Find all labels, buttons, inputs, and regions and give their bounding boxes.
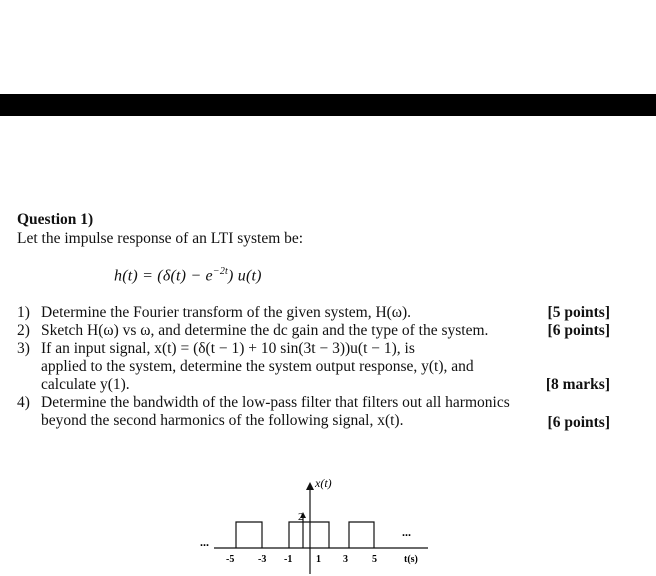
item-number: 3)	[17, 340, 30, 357]
item-number: 1)	[17, 304, 30, 321]
item-line: applied to the system, determine the system output response, y(t), and	[41, 358, 474, 375]
item-points: [6 points]	[547, 414, 610, 431]
pulse-center	[289, 522, 329, 548]
item-line: Sketch H(ω) vs ω, and determine the dc gain and the type of the system.	[41, 322, 489, 339]
y-axis-arrow	[306, 482, 314, 490]
item-line: calculate y(1).	[41, 376, 130, 393]
item-line: Determine the Fourier transform of the given system, H(ω).	[41, 304, 412, 321]
impulse-response-equation	[114, 266, 262, 285]
equation-exponent: −2t	[212, 266, 229, 277]
question-items	[17, 304, 627, 430]
tick-label: 5	[372, 554, 377, 565]
question-title: Question 1)	[17, 211, 94, 228]
item-points: [8 marks]	[545, 376, 610, 393]
ellipsis-right: ...	[402, 525, 411, 539]
pulse-right	[349, 522, 374, 548]
item-line: If an input signal, x(t) = (δ(t − 1) + 10 sin(3t − 3))u(t − 1), is	[41, 340, 415, 357]
signal-figure	[196, 474, 436, 576]
item-line: Determine the bandwidth of the low-pass filter that filters out all harmonics	[41, 394, 510, 411]
tick-label: -5	[226, 554, 235, 565]
x-axis-label: t(s)	[404, 554, 418, 565]
ellipsis-left: ...	[200, 535, 209, 549]
pulse-left	[236, 522, 262, 548]
item-line: beyond the second harmonics of the following signal, x(t).	[41, 412, 404, 429]
question-item	[17, 304, 627, 322]
item-number: 2)	[17, 322, 30, 339]
y-axis-label: x(t)	[315, 476, 332, 490]
tick-label: 1	[316, 554, 321, 565]
tick-label: 3	[343, 554, 348, 565]
equation-lhs: h(t) = (δ(t) − e	[114, 267, 213, 285]
equation-rhs: ) u(t)	[228, 267, 262, 285]
black-banner	[0, 94, 656, 116]
tick-label: -3	[258, 554, 267, 565]
question-item	[17, 322, 627, 340]
question-item	[17, 394, 627, 430]
item-points: [5 points]	[547, 304, 610, 321]
question-intro: Let the impulse response of an LTI system be:	[17, 230, 304, 247]
item-points: [6 points]	[547, 322, 610, 339]
tick-label: -1	[284, 554, 293, 565]
question-item	[17, 340, 627, 394]
impulse-label: 2	[298, 511, 304, 523]
item-number: 4)	[17, 394, 30, 411]
